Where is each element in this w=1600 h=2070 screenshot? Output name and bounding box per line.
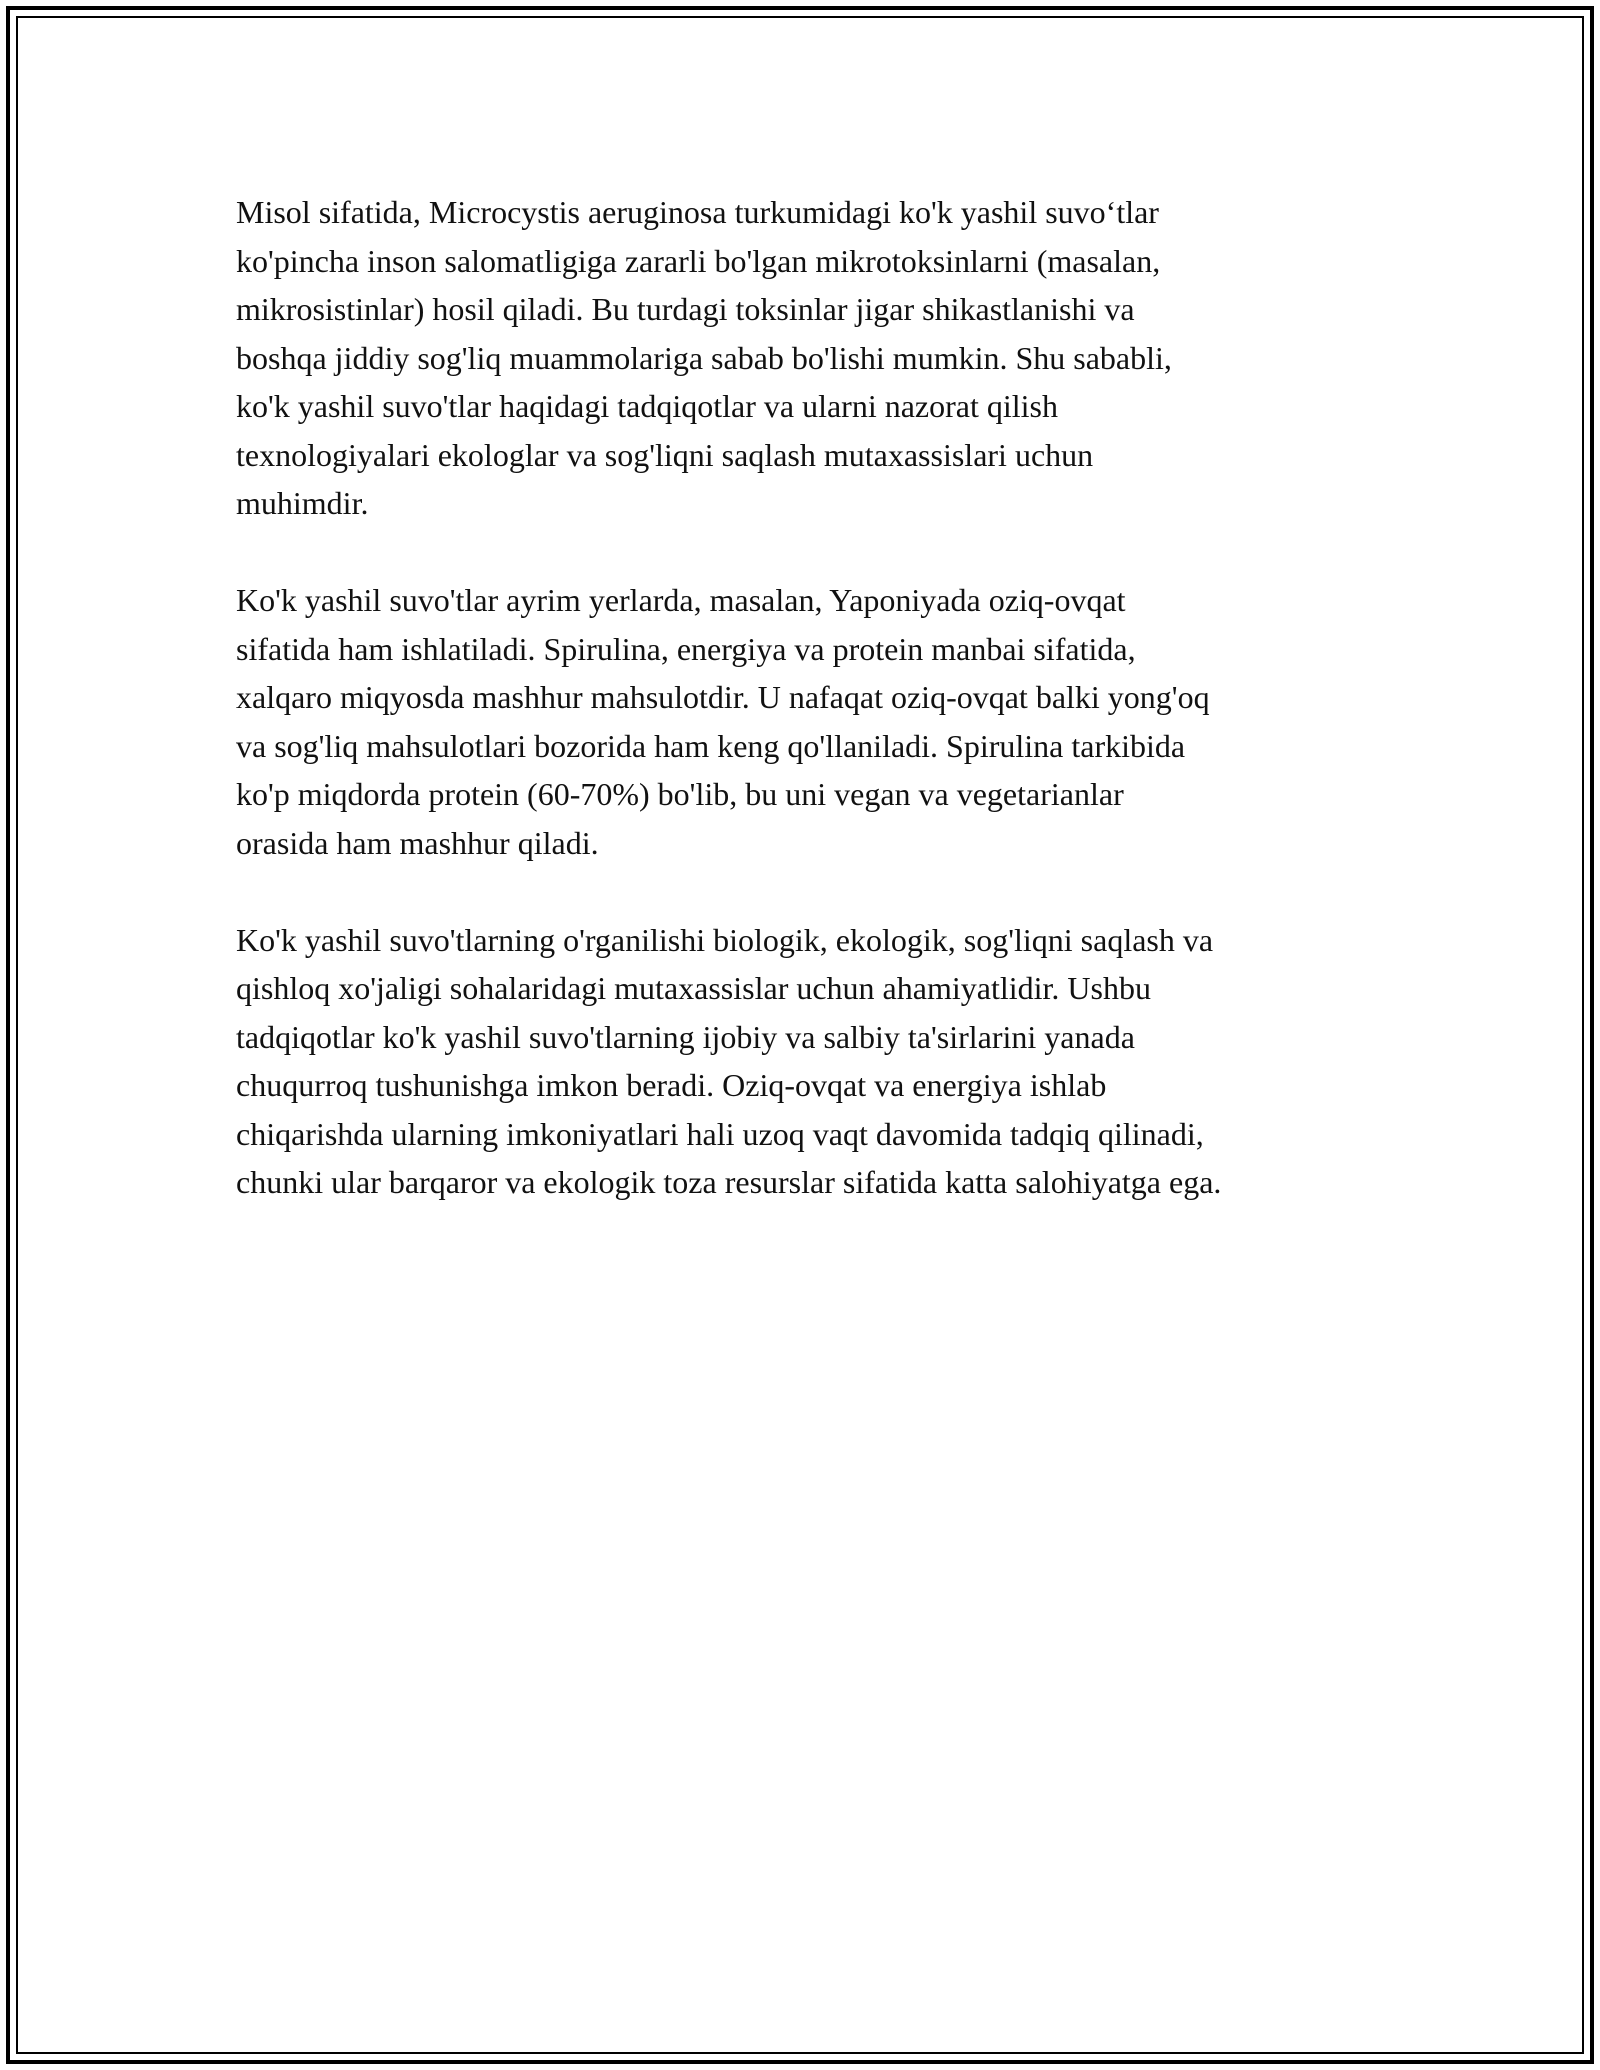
paragraph-2 [236,576,1376,867]
text-line: xalqaro miqyosda mashhur mahsulotdir. U nafaqat oziq-ovqat balki yong'oq [236,679,1210,715]
text-line: muhimdir. [236,485,369,521]
text-line: orasida ham mashhur qiladi. [236,824,599,861]
text-line: Misol sifatida, Microcystis aeruginosa turkumidagi ko'k yashil suvo‘tlar [236,194,1159,230]
text-line: tadqiqotlar ko'k yashil suvo'tlarning ijobiy va salbiy ta'sirlarini yanada [236,1018,1135,1055]
text-line: Ko'k yashil suvo'tlarning o'rganilishi biologik, ekologik, sog'liqni saqlash va [236,921,1214,958]
text-line: boshqa jiddiy sog'liq muammolariga sabab bo'lishi mumkin. Shu sababli, [236,339,1172,376]
text-line: va sog'liq mahsulotlari bozorida ham keng qo'llaniladi. Spirulina tarkibida [236,727,1186,764]
text-line: chiqarishda ularning imkoniyatlari hali uzoq vaqt davomida tadqiq qilinadi, [236,1115,1204,1152]
paragraph-1 [236,188,1376,528]
text-line: ko'p miqdorda protein (60-70%) bo'lib, bu uni vegan va vegetarianlar [236,776,1124,812]
text-line: chunki ular barqaror va ekologik toza resurslar sifatida katta salohiyatga ega. [236,1164,1222,1200]
text-line: ko'pincha inson salomatligiga zararli bo'lgan mikrotoksinlarni (masalan, [236,242,1161,279]
text-line: chuqurroq tushunishga imkon beradi. Oziq-ovqat va energiya ishlab [236,1067,1107,1103]
document-body [236,188,1376,1255]
text-line: texnologiyalari ekologlar va sog'liqni saqlash mutaxassislari uchun [236,436,1094,473]
paragraph-3 [236,916,1376,1207]
text-line: mikrosistinlar) hosil qiladi. Bu turdagi toksinlar jigar shikastlanishi va [236,291,1135,327]
text-line: Ko'k yashil suvo'tlar ayrim yerlarda, masalan, Yaponiyada oziq-ovqat [236,582,1126,618]
text-line: ko'k yashil suvo'tlar haqidagi tadqiqotlar va ularni nazorat qilish [236,388,1058,424]
text-line: sifatida ham ishlatiladi. Spirulina, energiya va protein manbai sifatida, [236,630,1136,667]
text-line: qishloq xo'jaligi sohalaridagi mutaxassislar uchun ahamiyatlidir. Ushbu [236,970,1151,1006]
